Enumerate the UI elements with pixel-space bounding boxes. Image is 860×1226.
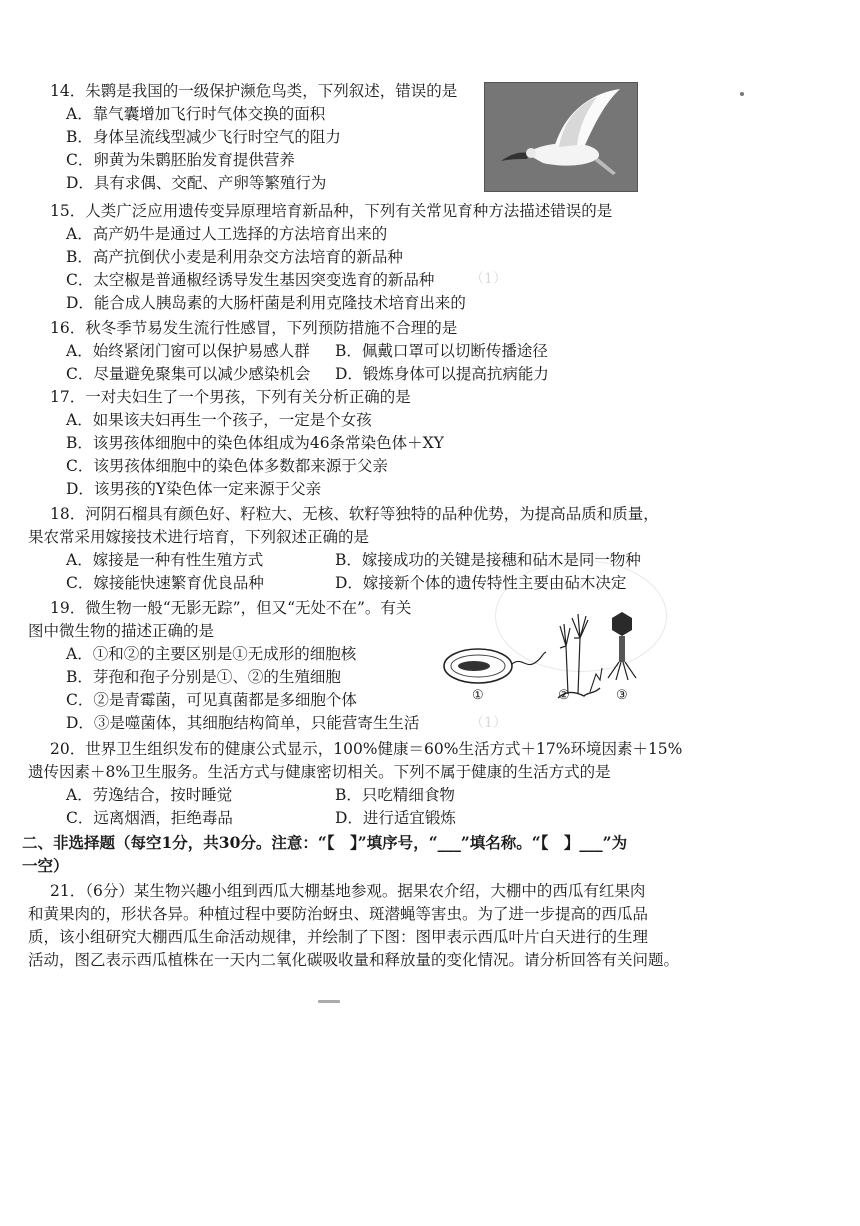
q19-stem-line1: 19．微生物一般“无影无踪”，但又“无处不在”。有关 <box>50 599 412 617</box>
q14-option-d: D．具有求偶、交配、产卵等繁殖行为 <box>66 174 327 192</box>
q19-option-c: C．②是青霉菌，可见真菌都是多细胞个体 <box>66 691 357 709</box>
q20-stem-line1: 20．世界卫生组织发布的健康公式显示，100%健康＝60%生活方式＋17%环境因素＋15% <box>50 740 683 758</box>
q14-option-b: B．身体呈流线型减少飞行时空气的阻力 <box>66 128 341 146</box>
q20-option-d: D．进行适宜锻炼 <box>335 809 456 827</box>
q17-option-d: D．该男孩的Y染色体一定来源于父亲 <box>66 480 322 498</box>
q18-option-a: A．嫁接是一种有性生殖方式 <box>66 551 264 569</box>
q19-stem-line2: 图中微生物的描述正确的是 <box>28 622 215 640</box>
q18-stem-line1: 18．河阴石榴具有颜色好、籽粒大、无核、软籽等独特的品种优势，为提高品质和质量， <box>50 505 659 523</box>
q19-option-d: D．③是噬菌体，其细胞结构简单，只能营寄生生活 <box>66 714 420 732</box>
q16-option-c: C．尽量避免聚集可以减少感染机会 <box>66 365 311 383</box>
figure-label-1: ① <box>472 688 484 703</box>
q18-stem-line2: 果农常采用嫁接技术进行培育，下列叙述正确的是 <box>28 528 370 546</box>
q20-stem-line2: 遗传因素＋8%卫生服务。生活方式与健康密切相关。下列不属于健康的生活方式的是 <box>28 763 611 781</box>
q16-option-a: A．始终紧闭门窗可以保护易感人群 <box>66 342 310 360</box>
q14-option-c: C．卵黄为朱鹮胚胎发育提供营养 <box>66 151 295 169</box>
q21-line3: 质，该小组研究大棚西瓜生命活动规律，并绘制了下图：图甲表示西瓜叶片白天进行的生理 <box>28 928 649 946</box>
section-2-heading-cont: 一空） <box>22 856 69 875</box>
q17-option-b: B．该男孩体细胞中的染色体组成为46条常染色体＋XY <box>66 434 444 452</box>
section-2-heading: 二、非选择题（每空1分，共30分。注意：“【 】”填序号，“___”填名称。“【 】___”为 <box>22 833 628 852</box>
q15-option-c: C．太空椒是普通椒经诱导发生基因突变选育的新品种 <box>66 271 435 289</box>
q19-option-a: A．①和②的主要区别是①无成形的细胞核 <box>66 645 357 663</box>
microorganism-figure <box>430 608 650 708</box>
q16-stem: 16．秋冬季节易发生流行性感冒，下列预防措施不合理的是 <box>50 319 458 337</box>
q15-stem: 15．人类广泛应用遗传变异原理培育新品种，下列有关常见育种方法描述错误的是 <box>50 202 613 220</box>
q17-option-c: C．该男孩体细胞中的染色体多数都来源于父亲 <box>66 457 388 475</box>
q20-option-c: C．远离烟酒，拒绝毒品 <box>66 809 233 827</box>
bleed-through-text: （1） <box>470 715 682 731</box>
crested-ibis-photo <box>484 82 638 192</box>
q18-option-c: C．嫁接能快速繁育优良品种 <box>66 574 264 592</box>
q16-option-d: D．锻炼身体可以提高抗病能力 <box>335 365 549 383</box>
q14-stem: 14．朱鹮是我国的一级保护濒危鸟类，下列叙述，错误的是 <box>50 82 458 100</box>
q20-option-a: A．劳逸结合，按时睡觉 <box>66 786 233 804</box>
q14-option-a: A．靠气囊增加飞行时气体交换的面积 <box>66 105 326 123</box>
crested-ibis-image <box>485 83 637 191</box>
q18-option-b: B．嫁接成功的关键是接穗和砧木是同一物种 <box>335 551 641 569</box>
bacterium-icon <box>444 649 546 683</box>
q15-option-b: B．高产抗倒伏小麦是利用杂交方法培育的新品种 <box>66 248 403 266</box>
figure-label-3: ③ <box>616 688 628 703</box>
q17-option-a: A．如果该夫妇再生一个孩子，一定是个女孩 <box>66 411 372 429</box>
q20-option-b: B．只吃精细食物 <box>335 786 455 804</box>
q19-option-b: B．芽孢和孢子分别是①、②的生殖细胞 <box>66 668 341 686</box>
q15-option-d: D．能合成人胰岛素的大肠杆菌是利用克隆技术培育出来的 <box>66 294 466 312</box>
q18-option-d: D．嫁接新个体的遗传特性主要由砧木决定 <box>335 574 627 592</box>
penicillium-icon <box>558 614 602 698</box>
bacteriophage-icon <box>608 612 636 680</box>
scan-speck <box>318 1000 340 1003</box>
q15-option-a: A．高产奶牛是通过人工选择的方法培育出来的 <box>66 225 388 243</box>
scan-speck <box>740 92 744 96</box>
figure-label-2: ② <box>558 688 570 703</box>
q17-stem: 17．一对夫妇生了一个男孩，下列有关分析正确的是 <box>50 388 411 406</box>
q21-line2: 和黄果肉的，形状各异。种植过程中要防治蚜虫、斑潜蝇等害虫。为了进一步提高的西瓜品 <box>28 905 649 923</box>
q21-line4: 活动，图乙表示西瓜植株在一天内二氧化碳吸收量和释放量的变化情况。请分析回答有关问题。 <box>28 951 680 969</box>
bleed-through-text: （1） <box>470 271 682 287</box>
q16-option-b: B．佩戴口罩可以切断传播途径 <box>335 342 548 360</box>
q21-line1: 21．（6分）某生物兴趣小组到西瓜大棚基地参观。据果农介绍，大棚中的西瓜有红果肉 <box>50 882 646 900</box>
